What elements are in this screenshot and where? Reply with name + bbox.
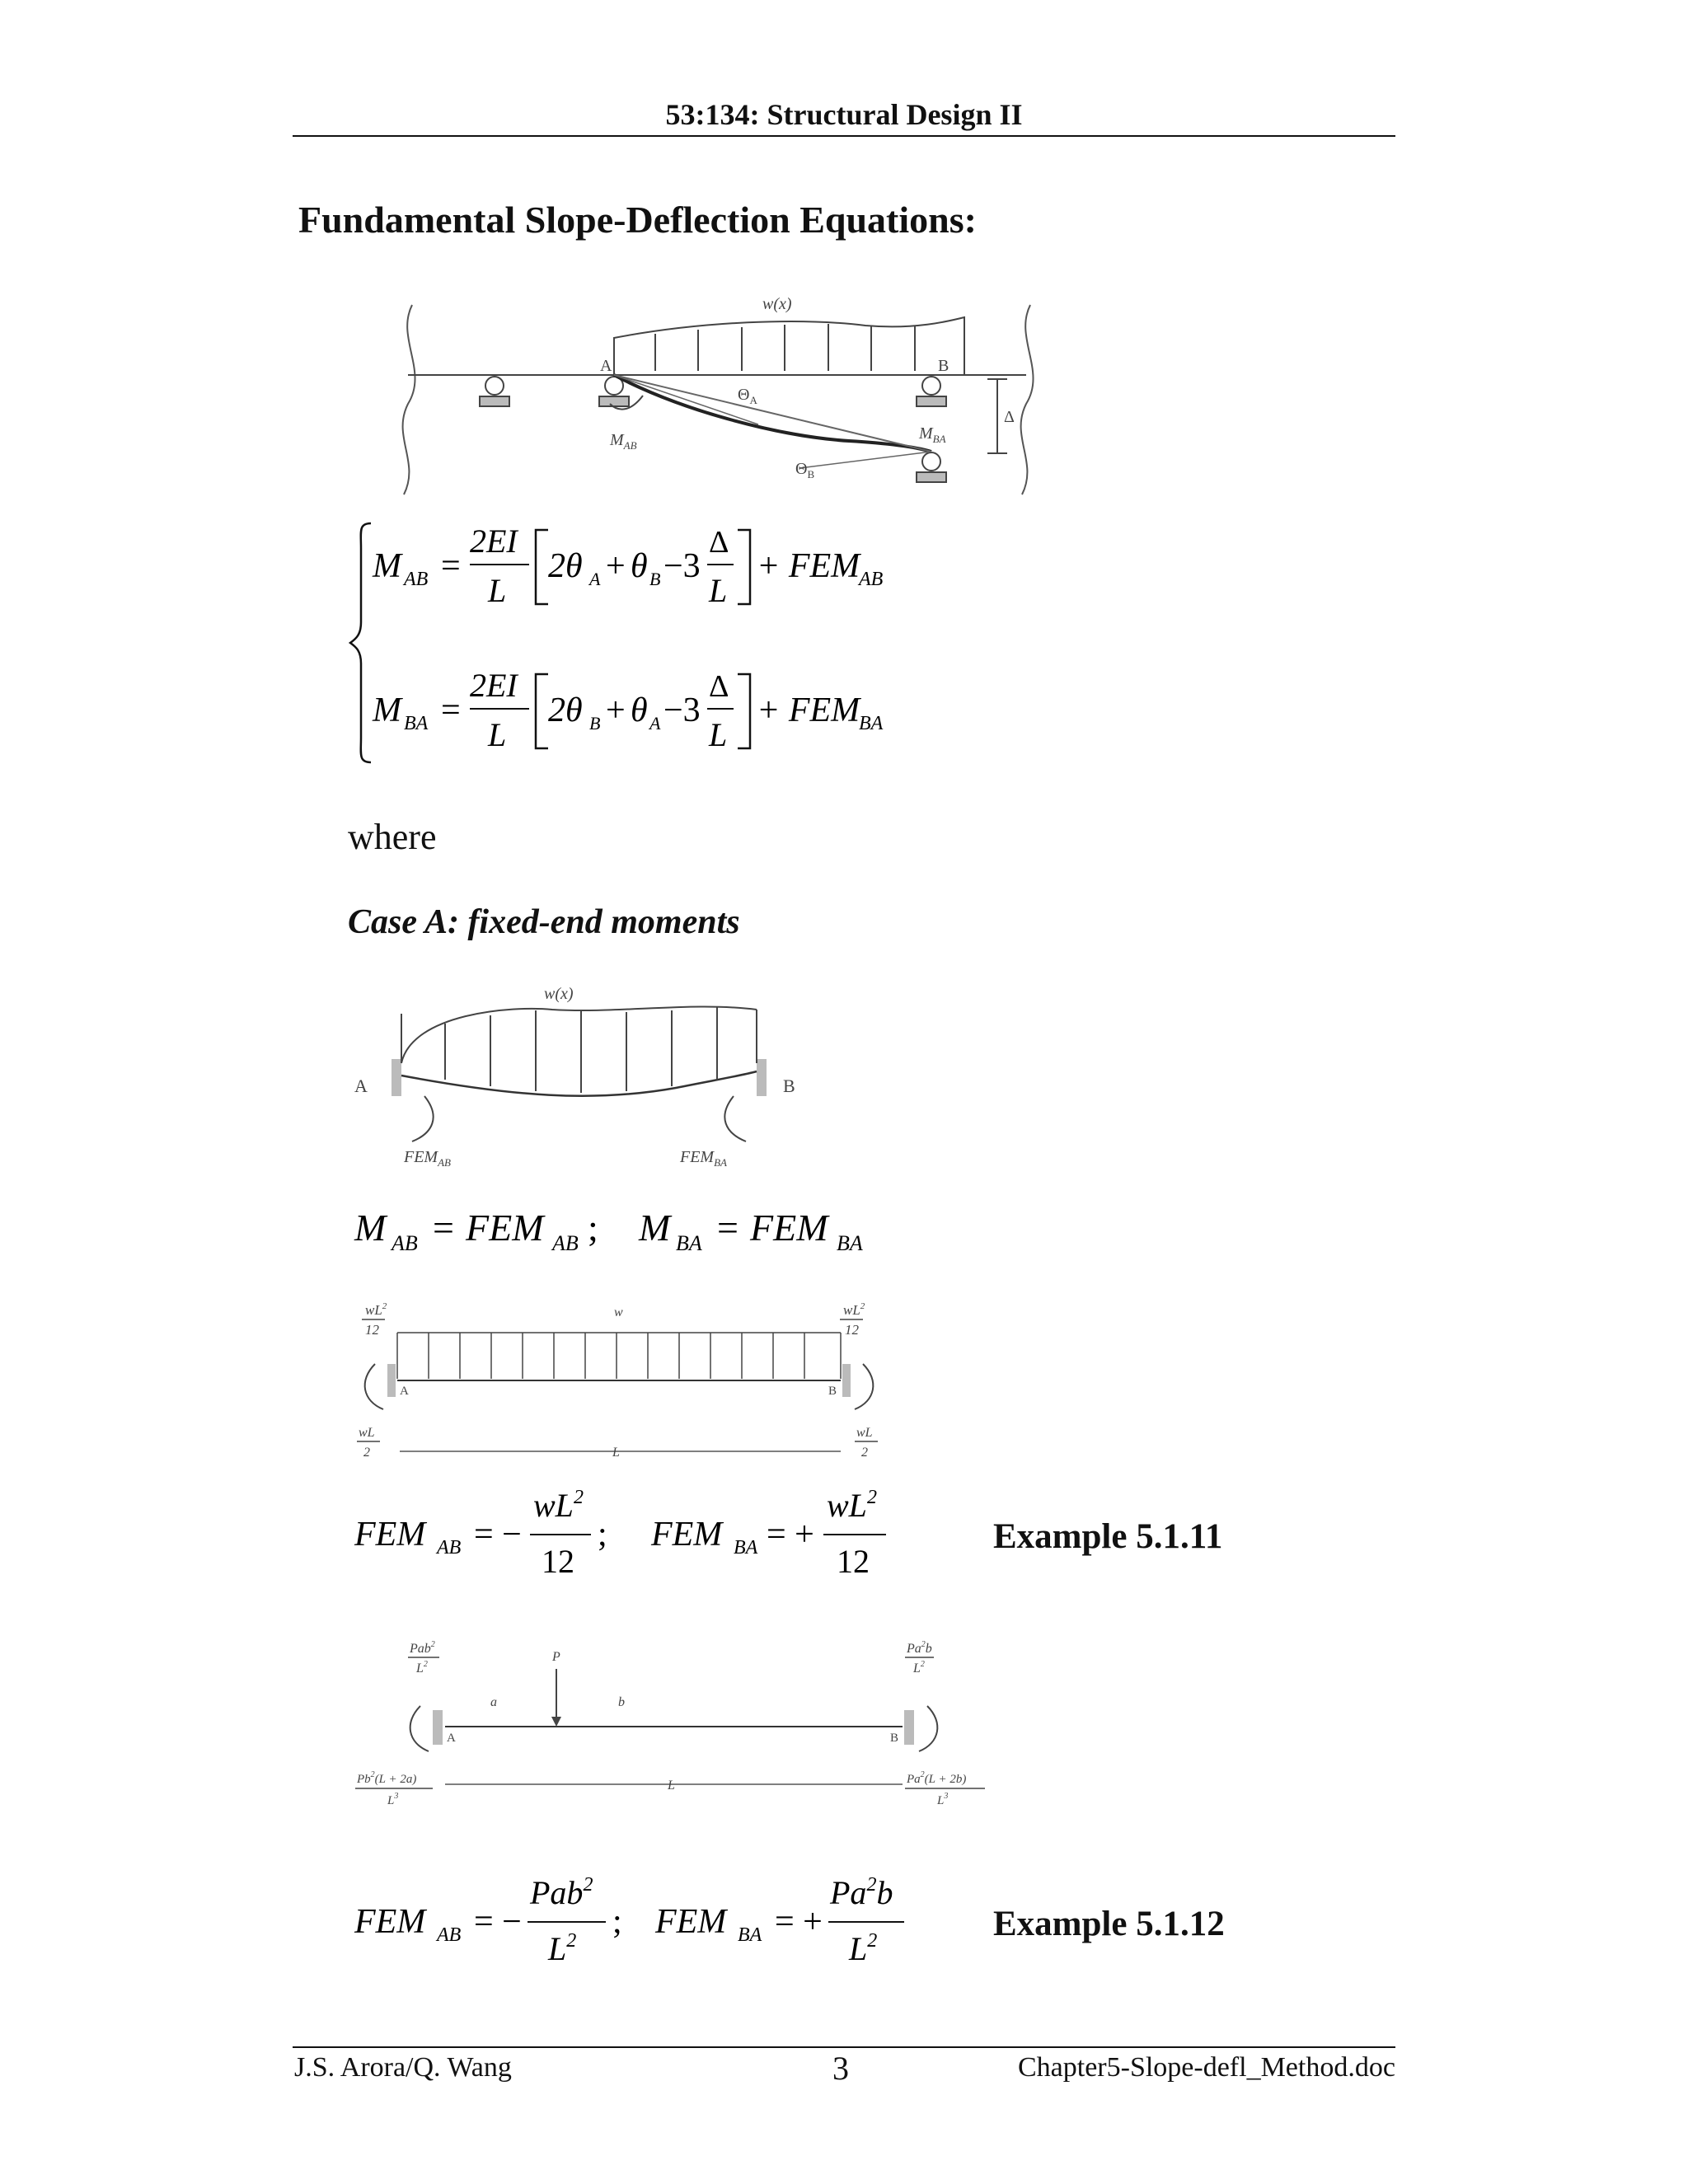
- svg-text:+ FEM: + FEM: [757, 547, 860, 585]
- svg-text:Pab2: Pab$^2$: [410, 1640, 435, 1656]
- fixed-support-a: [433, 1710, 443, 1745]
- reaction-label-right: [855, 1426, 878, 1460]
- svg-text:Δ: Δ: [709, 669, 729, 704]
- svg-text:Δ: Δ: [709, 525, 729, 560]
- equation-m-ba: [372, 667, 884, 753]
- load-label: w: [614, 1305, 623, 1319]
- tangent-a: [614, 375, 758, 424]
- svg-text:2EI: 2EI: [470, 523, 518, 560]
- equation-m-ab: [372, 523, 884, 609]
- svg-text:;: ;: [588, 1207, 598, 1249]
- label-b: B: [938, 357, 950, 375]
- section-heading: Fundamental Slope-Deflection Equations:: [298, 199, 977, 241]
- fixed-support-b: [842, 1364, 851, 1397]
- svg-text:AB: AB: [437, 1924, 462, 1946]
- svg-text:A: A: [589, 569, 601, 589]
- load-arrows: [655, 324, 915, 371]
- svg-text:B: B: [589, 713, 601, 733]
- svg-text:=: =: [717, 1207, 738, 1249]
- label-b: B: [828, 1385, 837, 1398]
- fixed-support-a: [387, 1364, 396, 1397]
- slope-deflection-equations: [346, 515, 923, 771]
- moment-arrow-a: [410, 1706, 429, 1751]
- load-label: P: [552, 1650, 560, 1664]
- svg-text:wL2: $wL^2$: [533, 1487, 584, 1524]
- svg-text:M: M: [354, 1207, 387, 1249]
- svg-text:AB: AB: [552, 1231, 579, 1255]
- load-arrows: [397, 1333, 841, 1379]
- svg-text:12: 12: [542, 1543, 574, 1580]
- svg-text:AB: AB: [392, 1231, 418, 1255]
- svg-text:2θ: 2θ: [548, 691, 583, 729]
- svg-text:2θ: 2θ: [548, 547, 583, 585]
- point-load-fem-equation: [350, 1871, 927, 1978]
- where-text: where: [348, 817, 437, 857]
- fixed-end-equation: [350, 1199, 886, 1257]
- svg-text:Pb2(L + 2a): $Pb^2(L + 2a)$: [357, 1770, 417, 1786]
- deflected-beam: [401, 1071, 757, 1096]
- svg-text:L: L: [709, 572, 728, 609]
- svg-text:θ: θ: [631, 691, 648, 729]
- theta-b-label: $\Theta_B$: [795, 460, 815, 480]
- label-a: A: [600, 357, 612, 375]
- svg-text:L2: $L^2$: [913, 1660, 925, 1675]
- case-a-heading: Case A: fixed-end moments: [348, 903, 740, 941]
- svg-text:=: =: [433, 1207, 454, 1249]
- moment-label-right: [905, 1640, 934, 1675]
- svg-text:AB: AB: [859, 569, 884, 590]
- svg-text:=: =: [441, 547, 461, 585]
- svg-text:wL: wL: [359, 1426, 375, 1440]
- svg-text:= −: = −: [474, 1903, 522, 1941]
- svg-text:wL2: $wL^2$: [843, 1301, 865, 1318]
- fem-ba-label: $FEM_{BA}$: [680, 1148, 727, 1169]
- header-rule: [293, 135, 1395, 137]
- footer-rule: [293, 2046, 1395, 2048]
- svg-text:12: 12: [365, 1322, 379, 1338]
- svg-text:Pa2(L + 2b): $Pa^2(L + 2b)$: [907, 1770, 967, 1786]
- svg-text:wL2: $wL^2$: [827, 1487, 877, 1524]
- svg-text:= −: = −: [474, 1516, 522, 1554]
- svg-text:;: ;: [612, 1903, 622, 1941]
- footer-filename: Chapter5-Slope-defl_Method.doc: [1018, 2052, 1395, 2083]
- svg-text:Pa2b: Pa$^2$b: [907, 1640, 932, 1656]
- svg-text:+: +: [606, 691, 626, 729]
- example-5-1-11: Example 5.1.11: [993, 1517, 1223, 1556]
- svg-text:−3: −3: [663, 691, 701, 729]
- svg-text:wL2: $wL^2$: [365, 1301, 387, 1318]
- tangent-b: [799, 452, 931, 468]
- support-roller-1: [480, 377, 509, 406]
- fixed-support-b: [904, 1710, 914, 1745]
- label-a: A: [447, 1732, 456, 1745]
- svg-text:2: 2: [861, 1446, 868, 1460]
- m-ab-label: $M_{AB}$: [610, 431, 637, 452]
- moment-label-left: [362, 1301, 387, 1338]
- label-b-distance: b: [618, 1695, 625, 1709]
- load-curve: [401, 1006, 757, 1063]
- moment-arrow-a: [365, 1364, 383, 1409]
- svg-text:L: L: [488, 716, 507, 753]
- svg-text:12: 12: [845, 1322, 859, 1338]
- beam-deflection-figure: [387, 288, 1055, 511]
- svg-text:;: ;: [598, 1516, 607, 1554]
- load-label: w(x): [762, 295, 792, 313]
- svg-text:L3: $L^3$: [937, 1792, 949, 1807]
- span-label: L: [668, 1779, 675, 1793]
- svg-text:FEM: FEM: [354, 1516, 426, 1554]
- svg-text:=: =: [441, 691, 461, 729]
- svg-text:L2: $L^2$: [416, 1660, 428, 1675]
- svg-text:BA: BA: [734, 1537, 758, 1558]
- svg-text:FEM: FEM: [655, 1903, 727, 1941]
- svg-text:FEM: FEM: [466, 1207, 544, 1249]
- left-brace: [350, 523, 371, 762]
- break-line-right: [1021, 305, 1034, 494]
- svg-text:BA: BA: [738, 1924, 762, 1946]
- label-b: B: [783, 1076, 795, 1096]
- moment-arrow-b: [919, 1706, 937, 1751]
- moment-arrow-a: [412, 1096, 434, 1141]
- svg-text:Pa2b: Pa$^2$b: [830, 1874, 893, 1911]
- label-a-distance: a: [490, 1695, 497, 1709]
- fixed-support-b: [757, 1059, 767, 1096]
- svg-text:= +: = +: [767, 1516, 814, 1554]
- svg-text:2EI: 2EI: [470, 667, 518, 704]
- fem-ab-label: $FEM_{AB}$: [404, 1148, 451, 1169]
- svg-text:BA: BA: [676, 1231, 702, 1255]
- svg-text:+: +: [606, 547, 626, 585]
- running-header: 53:134: Structural Design II: [665, 98, 1023, 131]
- svg-text:M: M: [373, 547, 401, 585]
- point-load-beam-figure: [350, 1636, 1001, 1813]
- load-curve: [614, 317, 964, 375]
- svg-text:wL: wL: [856, 1426, 873, 1440]
- fixed-support-a: [392, 1059, 401, 1096]
- svg-text:L3: $L^3$: [387, 1792, 399, 1807]
- footer-authors: J.S. Arora/Q. Wang: [294, 2052, 512, 2083]
- svg-text:+ FEM: + FEM: [757, 691, 860, 729]
- svg-text:FEM: FEM: [651, 1516, 723, 1554]
- svg-text:FEM: FEM: [354, 1903, 426, 1941]
- span-label: L: [612, 1446, 620, 1460]
- svg-text:BA: BA: [837, 1231, 863, 1255]
- reaction-label-left: [357, 1426, 380, 1460]
- udl-beam-figure: [350, 1298, 886, 1467]
- svg-text:AB: AB: [437, 1537, 462, 1558]
- svg-text:= +: = +: [775, 1903, 823, 1941]
- label-a: A: [354, 1076, 368, 1096]
- svg-text:−3: −3: [663, 547, 701, 585]
- svg-text:A: A: [649, 713, 661, 733]
- svg-text:2: 2: [363, 1446, 370, 1460]
- svg-text:M: M: [639, 1207, 671, 1249]
- svg-text:M: M: [373, 691, 401, 729]
- moment-arrow-b: [724, 1096, 746, 1141]
- svg-text:FEM: FEM: [750, 1207, 828, 1249]
- fixed-end-beam-figure: [346, 981, 824, 1179]
- label-a: A: [400, 1385, 409, 1398]
- break-line-left: [403, 305, 415, 494]
- load-label: w(x): [544, 985, 574, 1003]
- svg-text:12: 12: [837, 1543, 870, 1580]
- reaction-label-left: [355, 1770, 433, 1807]
- label-b: B: [890, 1732, 899, 1745]
- chord-line: [614, 375, 931, 452]
- svg-text:L2: $L^2$: [849, 1930, 878, 1967]
- moment-arrow-b: [855, 1364, 873, 1409]
- moment-label-left: [408, 1640, 439, 1675]
- m-ba-label: $M_{BA}$: [919, 424, 946, 445]
- reaction-label-right: [905, 1770, 985, 1807]
- svg-text:AB: AB: [404, 569, 429, 590]
- svg-text:B: B: [649, 569, 661, 589]
- udl-fem-equation: [350, 1483, 911, 1591]
- load-arrows: [445, 1007, 717, 1093]
- svg-text:Pab2: Pab$^2$: [530, 1874, 593, 1911]
- example-5-1-12: Example 5.1.12: [993, 1905, 1225, 1943]
- svg-text:L2: $L^2$: [548, 1930, 577, 1967]
- page-number: 3: [832, 2050, 849, 2087]
- svg-text:BA: BA: [404, 713, 429, 734]
- svg-text:L: L: [709, 716, 728, 753]
- moment-label-right: [840, 1301, 865, 1338]
- support-roller-b-displaced: [917, 452, 946, 482]
- theta-a-label: $\Theta_A$: [738, 386, 757, 406]
- svg-text:BA: BA: [859, 713, 884, 734]
- svg-text:L: L: [488, 572, 507, 609]
- svg-text:θ: θ: [631, 547, 648, 585]
- support-roller-b: [917, 377, 946, 406]
- delta-label: Δ: [1004, 408, 1015, 426]
